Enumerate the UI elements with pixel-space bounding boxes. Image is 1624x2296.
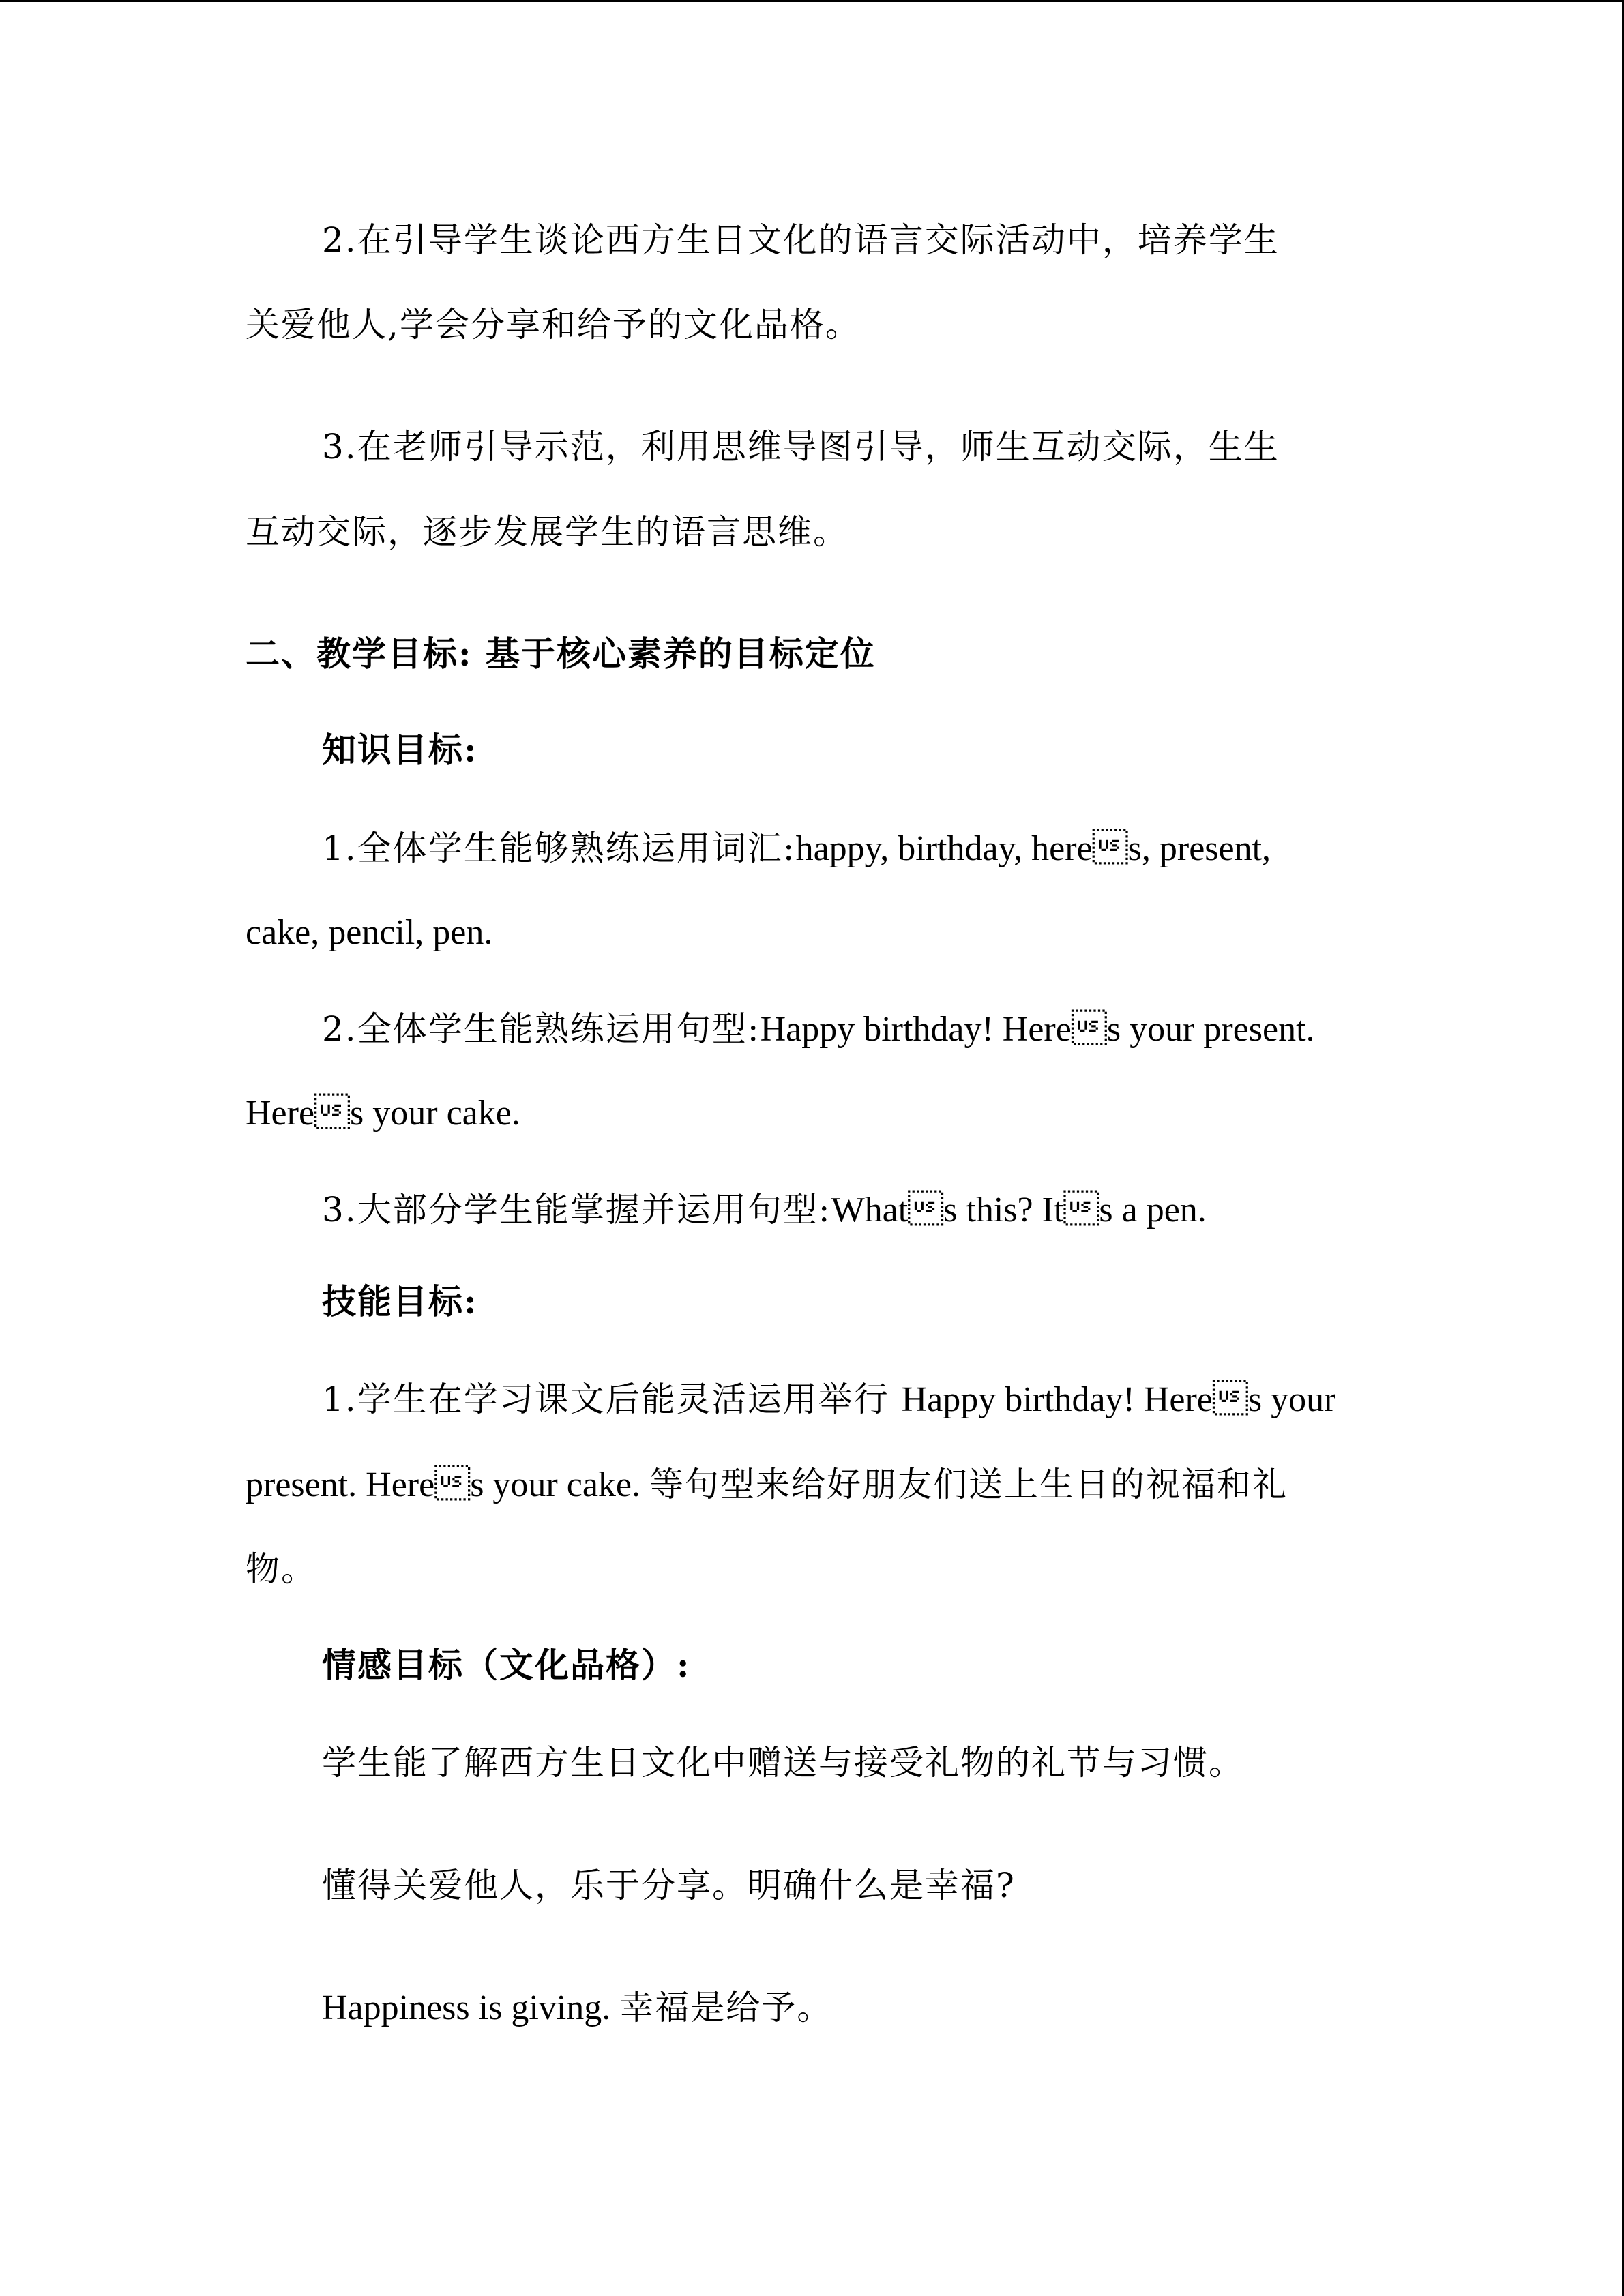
section-heading: 二、教学目标: 基于核心素养的目标定位 <box>246 633 876 674</box>
knowledge-item-3-cn: 3.大部分学生能掌握并运用句型: <box>322 1190 831 1229</box>
knowledge-item-2-cn: 2.全体学生能熟练运用句型: <box>322 1009 761 1049</box>
emotion-line-1: 学生能了解西方生日文化中赠送与接受礼物的礼节与习惯。 <box>322 1743 1244 1783</box>
emotion-line-2: 懂得关爱他人，乐于分享。明确什么是幸福? <box>322 1866 1016 1905</box>
emotion-motto-cn: 幸福是给予。 <box>619 1988 833 2027</box>
knowledge-item-1-line-1 <box>322 826 1271 871</box>
skill-heading: 技能目标: <box>322 1281 478 1322</box>
knowledge-item-1-en: happy, birthday, here s, present, <box>795 829 1271 868</box>
paragraph-2-line-2: 互动交际，逐步发展学生的语言思维。 <box>246 512 848 552</box>
knowledge-heading: 知识目标: <box>322 730 478 770</box>
knowledge-item-2-line-1 <box>322 1007 1315 1052</box>
emotion-motto-en: Happiness is giving. <box>322 1988 620 2027</box>
skill-item-line-2-cn: 等句型来给好朋友们送上生日的祝福和礼 <box>649 1465 1288 1504</box>
skill-item-line-2 <box>246 1463 1288 1507</box>
skill-item-line-2-en: present. Here s your cake. <box>246 1465 649 1504</box>
knowledge-item-2-en: Happy birthday! Here s your present. <box>760 1010 1315 1049</box>
emotion-motto <box>322 1986 832 2030</box>
skill-item-line-1-en: Happy birthday! Here s your <box>901 1380 1336 1419</box>
emotion-heading: 情感目标（文化品格）: <box>322 1645 691 1685</box>
paragraph-1-line-2: 关爱他人,学会分享和给予的文化品格。 <box>246 305 861 344</box>
knowledge-item-3-line-1 <box>322 1188 1207 1232</box>
paragraph-2-line-1: 3.在老师引导示范，利用思维导图引导，师生互动交际，生生 <box>322 427 1280 466</box>
knowledge-item-3-en: What s this? It s a pen. <box>831 1191 1207 1229</box>
page-border-top <box>0 0 1624 2</box>
skill-item-line-3: 物。 <box>246 1549 316 1589</box>
paragraph-1-line-1: 2.在引导学生谈论西方生日文化的语言交际活动中，培养学生 <box>322 220 1280 260</box>
skill-item-line-1 <box>322 1377 1335 1422</box>
knowledge-item-1-line-2: cake, pencil, pen. <box>246 913 493 952</box>
knowledge-item-2-line-2: Here s your cake. <box>246 1094 520 1133</box>
knowledge-item-1-cn: 1.全体学生能够熟练运用词汇: <box>322 829 796 868</box>
skill-item-line-1-cn: 1.学生在学习课文后能灵活运用举行 <box>322 1380 902 1419</box>
